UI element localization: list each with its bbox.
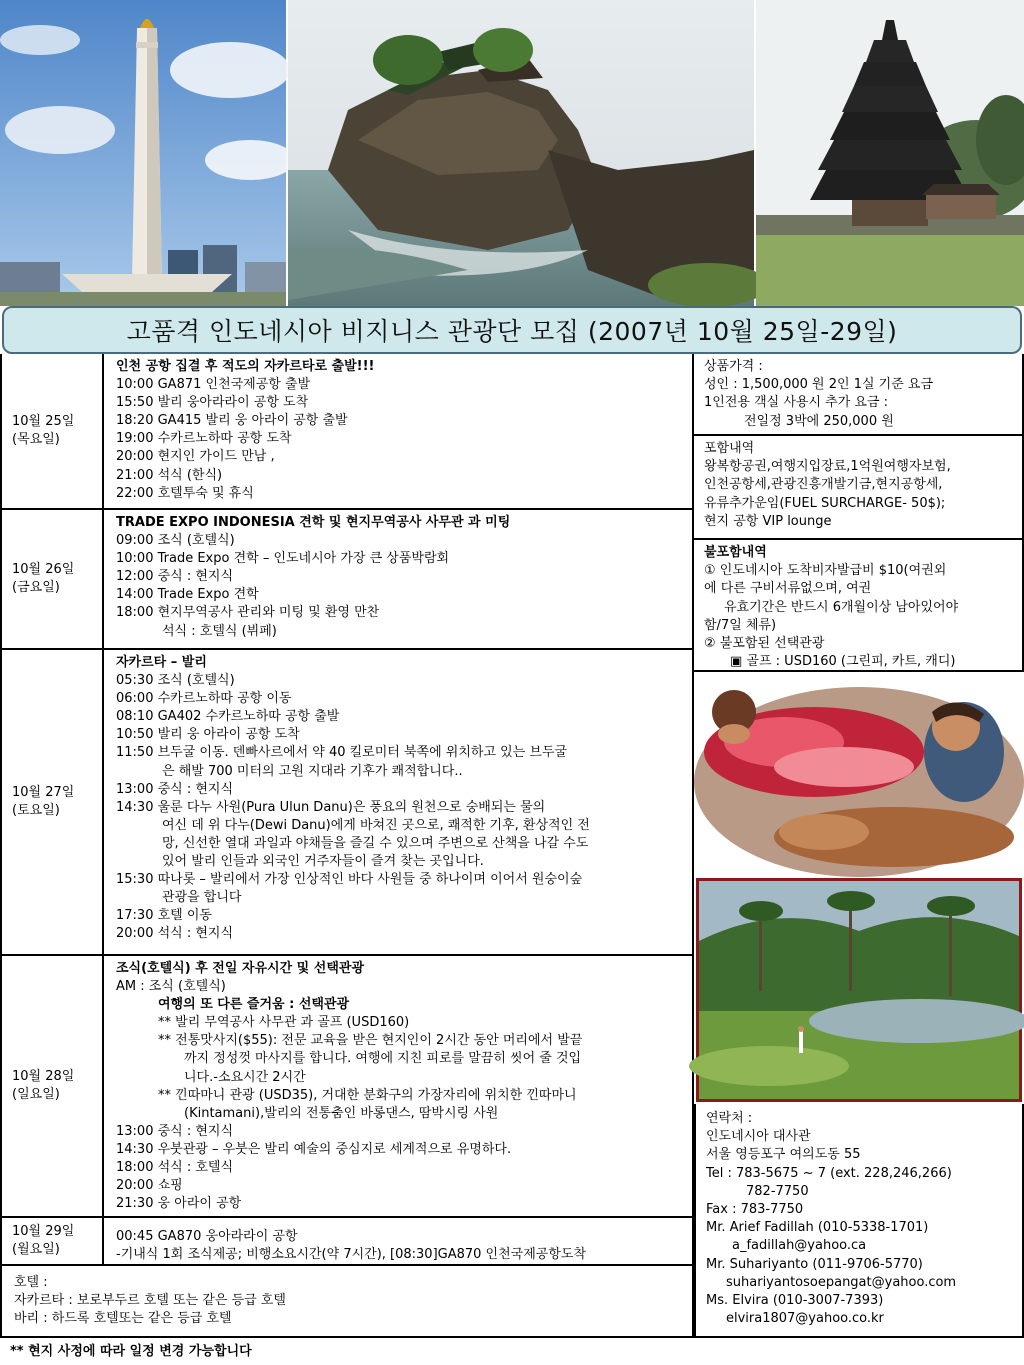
info-line: 상품가격 : [704, 359, 763, 374]
itinerary-line: 18:00 현지무역공사 관리와 미팅 및 환영 만찬 [116, 605, 380, 621]
schedule-date-day: 10월 29일 [12, 1224, 75, 1239]
itinerary-line: 여행의 또 다른 즐거움 : 선택관광 [158, 997, 350, 1013]
included-items [694, 436, 1024, 540]
hotel-info [0, 1268, 694, 1338]
info-line: a_fadillah@yahoo.ca [732, 1238, 867, 1254]
info-line: ② 불포함된 선택관광 [704, 636, 825, 652]
itinerary-line: 21:00 석식 (한식) [116, 467, 223, 483]
hotel-bali: 바리 : 하드록 호텔또는 같은 등급 호텔 [14, 1311, 232, 1326]
info-line: 서울 영등포구 여의도동 55 [706, 1147, 861, 1163]
itinerary-line: 여신 데 위 다누(Dewi Danu)에게 바쳐진 곳으로, 쾌적한 기후, 환상적인 전 [162, 817, 590, 833]
monas-monument-photo [0, 0, 286, 306]
schedule-date-weekday: (월요일) [12, 1242, 60, 1257]
itinerary-line: 10:00 GA871 인천국제공항 출발 [116, 377, 311, 393]
itinerary-line: 13:00 중식 : 현지식 [116, 1123, 234, 1139]
itinerary-line: ** 낀따마니 관광 (USD35), 거대한 분화구의 가장자리에 위치한 낀따마니 [158, 1087, 577, 1103]
itinerary-line: 15:50 발리 웅아라라이 공항 도착 [116, 395, 309, 411]
info-line: 포함내역 [704, 441, 755, 456]
schedule-date [0, 650, 104, 954]
itinerary-line: 까지 정성껏 마사지를 합니다. 여행에 지친 피로를 말끔히 씻어 줄 것입 [184, 1051, 582, 1067]
info-line: 연락처 : [706, 1111, 753, 1126]
info-line: Ms. Elvira (010-3007-7393) [706, 1293, 884, 1309]
schedule-row [0, 956, 694, 1218]
schedule-date-day: 10월 28일 [12, 1069, 75, 1084]
itinerary-line: 18:20 GA415 발리 웅 아라이 공항 출발 [116, 413, 348, 429]
itinerary-line: ** 발리 무역공사 사무관 과 골프 (USD160) [158, 1015, 410, 1031]
page-title-banner [2, 306, 1022, 354]
itinerary-line: 20:00 석식 : 현지식 [116, 926, 234, 942]
tanah-lot-temple-photo [288, 0, 754, 306]
itinerary-line: 15:30 따나롯 – 발리에서 가장 인상적인 바다 사원들 중 하나이며 이어서 원숭이숲 [116, 872, 583, 888]
info-line: 유효기간은 반드시 6개월이상 남아있어야 [724, 599, 959, 615]
schedule-date-weekday: (일요일) [12, 1087, 60, 1102]
hotel-label: 호텔 : [14, 1275, 48, 1290]
schedule-date-weekday: (금요일) [12, 580, 60, 595]
itinerary-line: 20:00 쇼핑 [116, 1178, 183, 1194]
info-line: ▣ 골프 : USD160 (그린피, 카트, 캐디) [730, 654, 956, 670]
info-line: 인천공항세,관광진흥개발기금,현지공항세, [704, 477, 943, 493]
info-line: 현지 공항 VIP lounge [704, 513, 832, 529]
itinerary-line: 14:30 울룬 다누 사원(Pura Ulun Danu)은 풍요의 원천으로 숭배되는 물의 [116, 799, 546, 815]
itinerary-line: 20:00 현지인 가이드 만남 , [116, 449, 275, 465]
schedule-row [0, 1218, 694, 1266]
spa-massage-photo [694, 672, 1024, 876]
itinerary-line: 10:50 발리 웅 아라이 공항 도착 [116, 727, 300, 743]
contact-info [694, 1104, 1024, 1338]
schedule-itinerary [116, 514, 688, 641]
info-line: Mr. Arief Fadillah (010-5338-1701) [706, 1220, 929, 1236]
schedule-date [0, 354, 104, 508]
itinerary-line: 22:00 호텔투숙 및 휴식 [116, 485, 254, 501]
schedule-itinerary [116, 654, 688, 944]
schedule-date-day: 10월 25일 [12, 414, 75, 429]
schedule-date-weekday: (토요일) [12, 803, 60, 818]
itinerary-line: 인천 공항 집결 후 적도의 자카르타로 출발!!! [116, 359, 375, 374]
info-line: 유류추가운임(FUEL SURCHARGE- 50$); [704, 495, 946, 511]
itinerary-line: 14:30 우붓관광 – 우붓은 발리 예술의 중심지로 세계적으로 유명하다. [116, 1141, 512, 1157]
schedule-date-day: 10월 26일 [12, 562, 75, 577]
excluded-items [694, 540, 1024, 672]
info-line: 인도네시아 대사관 [706, 1129, 811, 1145]
info-line: 782-7750 [746, 1183, 809, 1199]
itinerary-line: 있어 발리 인들과 외국인 거주자들이 즐겨 찾는 곳입니다. [162, 854, 484, 870]
schedule-change-note: ** 현지 사정에 따라 일정 변경 가능합니다 [10, 1344, 252, 1359]
schedule-itinerary [116, 358, 688, 503]
itinerary-line: 09:00 조식 (호텔식) [116, 533, 235, 549]
schedule-row [0, 650, 694, 956]
itinerary-line: 14:00 Trade Expo 견학 [116, 587, 259, 603]
itinerary-line: (Kintamani),발리의 전통춤인 바롱댄스, 땀박시링 사원 [184, 1105, 499, 1121]
itinerary-line: 21:30 웅 아라이 공항 [116, 1196, 242, 1212]
itinerary-line: 자카르타 – 발리 [116, 655, 207, 670]
schedule-date-day: 10월 27일 [12, 785, 75, 800]
itinerary-line: 00:45 GA870 웅아라라이 공항 [116, 1229, 298, 1244]
info-line: ① 인도네시아 도착비자발급비 $10(여권외 [704, 563, 947, 579]
itinerary-line: -기내식 1회 조식제공; 비행소요시간(약 7시간), [08:30]GA870 인천국제공항도착 [116, 1247, 587, 1263]
info-line: 에 다른 구비서류없으며, 여권 [704, 581, 872, 597]
itinerary-line: 05:30 조식 (호텔식) [116, 673, 235, 689]
schedule-itinerary [116, 960, 688, 1213]
itinerary-line: 06:00 수카르노하따 공항 이동 [116, 691, 292, 707]
itinerary-line: 08:10 GA402 수카르노하따 공항 출발 [116, 709, 340, 725]
itinerary-line: ** 전통맛사지($55): 전문 교육을 받은 현지인이 2시간 동안 머리에서 발끝 [158, 1033, 583, 1049]
info-line: 성인 : 1,500,000 원 2인 1실 기준 요금 [704, 377, 934, 393]
schedule-row [0, 354, 694, 510]
itinerary-line: 13:00 중식 : 현지식 [116, 781, 234, 797]
itinerary-line: 17:30 호텔 이동 [116, 908, 212, 924]
price-info [694, 354, 1024, 436]
info-line: elvira1807@yahoo.co.kr [726, 1311, 884, 1327]
itinerary-line: 18:00 석식 : 호텔식 [116, 1160, 234, 1176]
info-line: 1인전용 객실 사용시 추가 요금 : [704, 395, 889, 411]
schedule-date-weekday: (목요일) [12, 432, 60, 447]
info-line: Mr. Suhariyanto (011-9706-5770) [706, 1256, 923, 1272]
itinerary-line: 은 해발 700 미터의 고원 지대라 기후가 쾌적합니다.. [162, 763, 463, 779]
itinerary-line: 관광을 합니다 [162, 890, 242, 906]
info-line: suhariyantosoepangat@yahoo.com [726, 1274, 957, 1290]
golf-course-photo [696, 878, 1022, 1102]
info-line: 함/7일 체류) [704, 617, 777, 633]
itinerary-line: 석식 : 호텔식 (뷔페) [162, 623, 277, 639]
itinerary-line: 19:00 수카르노하따 공항 도착 [116, 431, 292, 447]
schedule-row [0, 510, 694, 650]
info-line: Tel : 783-5675 ~ 7 (ext. 228,246,266) [706, 1165, 952, 1181]
schedule-date [0, 510, 104, 648]
itinerary-line: AM : 조식 (호텔식) [116, 979, 226, 995]
info-line: Fax : 783-7750 [706, 1202, 804, 1218]
itinerary-line: 12:00 중식 : 현지식 [116, 569, 234, 585]
itinerary-line: 니다.-소요시간 2시간 [184, 1069, 306, 1085]
itinerary-line: 조식(호텔식) 후 전일 자유시간 및 선택관광 [116, 961, 364, 976]
itinerary-line: TRADE EXPO INDONESIA 견학 및 현지무역공사 사무관 과 미팅 [116, 515, 511, 530]
info-line: 불포함내역 [704, 545, 767, 560]
page-title: 고품격 인도네시아 비지니스 관광단 모집 (2007년 10월 25일-29일) [126, 317, 898, 346]
info-line: 왕복항공권,여행지입장료,1억원여행자보험, [704, 459, 951, 475]
itinerary-line: 망, 신선한 열대 과일과 야채들을 즐길 수 있으며 주변으로 산책을 나갈 수도 [162, 835, 589, 851]
pura-ulun-danu-pagoda-photo [756, 0, 1024, 306]
hotel-jakarta: 자카르타 : 보로부두르 호텔 또는 같은 등급 호텔 [14, 1293, 286, 1308]
schedule-date [0, 956, 104, 1216]
info-line: 전일정 3박에 250,000 원 [744, 413, 894, 429]
schedule-itinerary [116, 1228, 688, 1264]
itinerary-line: 11:50 브두굴 이동. 덴빠사르에서 약 40 킬로미터 북쪽에 위치하고 있는 브두굴 [116, 745, 568, 761]
schedule-date [0, 1218, 104, 1264]
itinerary-line: 10:00 Trade Expo 견학 – 인도네시아 가장 큰 상품박람회 [116, 551, 450, 567]
